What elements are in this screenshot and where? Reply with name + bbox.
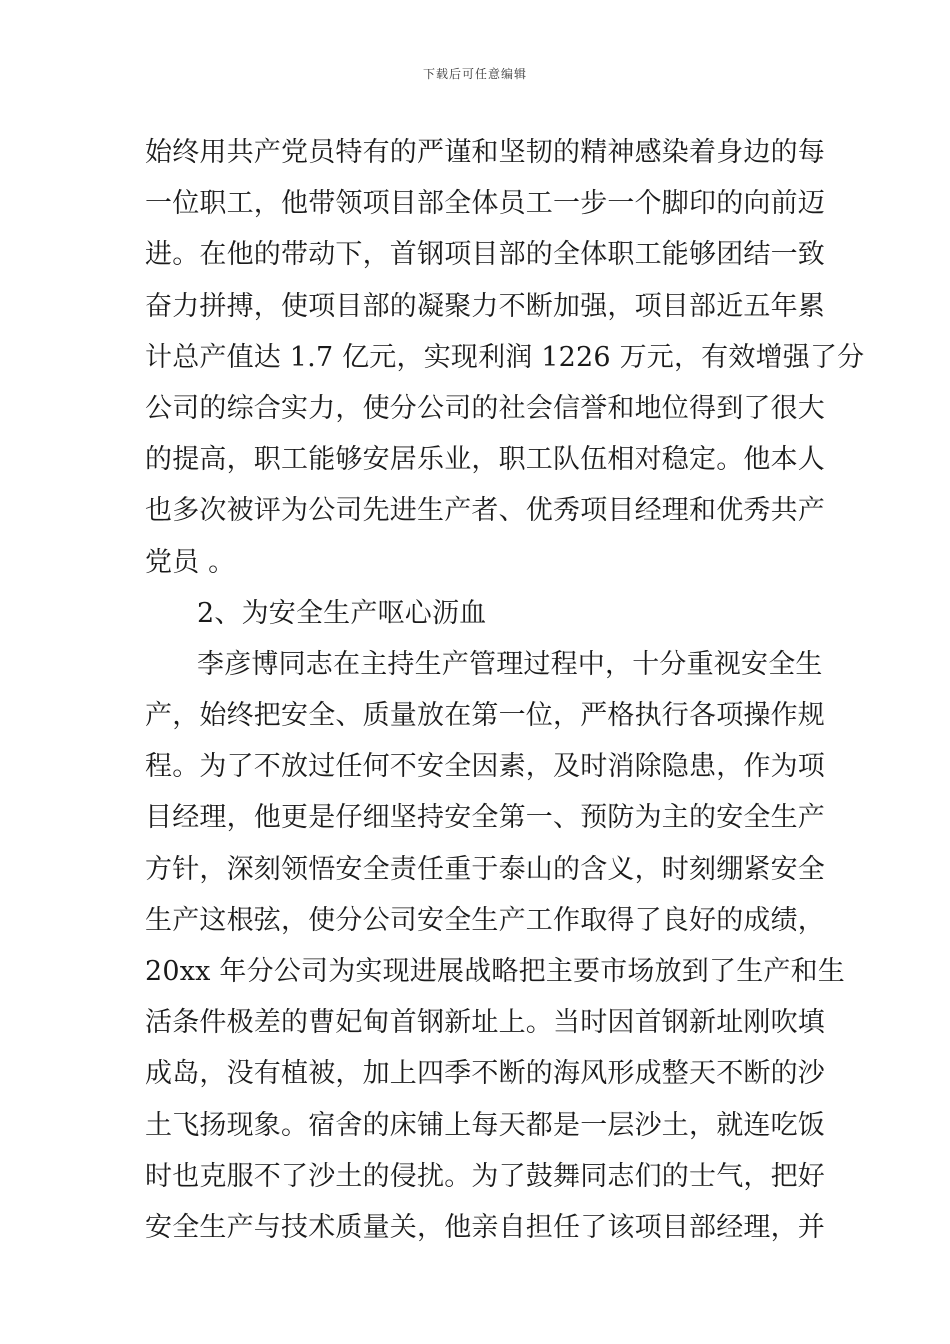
text-line: 活条件极差的曹妃甸首钢新址上。当时因首钢新址刚吹填 [145,1007,825,1039]
text-line: 的提高，职工能够安居乐业，职工队伍相对稳定。他本人 [145,444,825,476]
text-line: 产，始终把安全、质量放在第一位，严格执行各项操作规 [145,700,825,732]
text-line: 一位职工，他带领项目部全体员工一步一个脚印的向前迈 [145,188,825,220]
text-line: 方针，深刻领悟安全责任重于泰山的含义，时刻绷紧安全 [145,853,825,885]
text-line: 程。为了不放过任何不安全因素，及时消除隐患，作为项 [145,751,825,783]
text-line: 目经理，他更是仔细坚持安全第一、预防为主的安全生产 [145,802,825,834]
page-header: 下载后可任意编辑 [422,67,527,81]
text-line: 计总产值达 1.7 亿元，实现利润 1226 万元，有效增强了分 [145,341,865,373]
text-line: 成岛，没有植被，加上四季不断的海风形成整天不断的沙 [145,1058,825,1090]
section-heading: 2、为安全生产呕心沥血 [197,597,487,629]
body-text [145,127,865,1253]
text-line: 时也克服不了沙土的侵扰。为了鼓舞同志们的士气，把好 [145,1160,825,1192]
text-line: 安全生产与技术质量关，他亲自担任了该项目部经理，并 [145,1211,825,1243]
text-line: 20xx 年分公司为实现进展战略把主要市场放到了生产和生 [145,956,845,987]
text-line: 也多次被评为公司先进生产者、优秀项目经理和优秀共产 [145,495,825,527]
paragraph-first-line: 李彦博同志在主持生产管理过程中，十分重视安全生 [197,648,823,680]
text-line: 始终用共产党员特有的严谨和坚韧的精神感染着身边的每 [145,137,825,168]
text-line: 党员 。 [145,546,236,578]
text-line: 进。在他的带动下，首钢项目部的全体职工能够团结一致 [145,239,825,271]
text-line: 土飞扬现象。宿舍的床铺上每天都是一层沙土，就连吃饭 [145,1109,825,1141]
text-line: 奋力拼搏，使项目部的凝聚力不断加强，项目部近五年累 [145,290,825,322]
text-line: 生产这根弦，使分公司安全生产工作取得了良好的成绩， [145,904,825,936]
text-line: 公司的综合实力，使分公司的社会信誉和地位得到了很大 [145,392,825,424]
